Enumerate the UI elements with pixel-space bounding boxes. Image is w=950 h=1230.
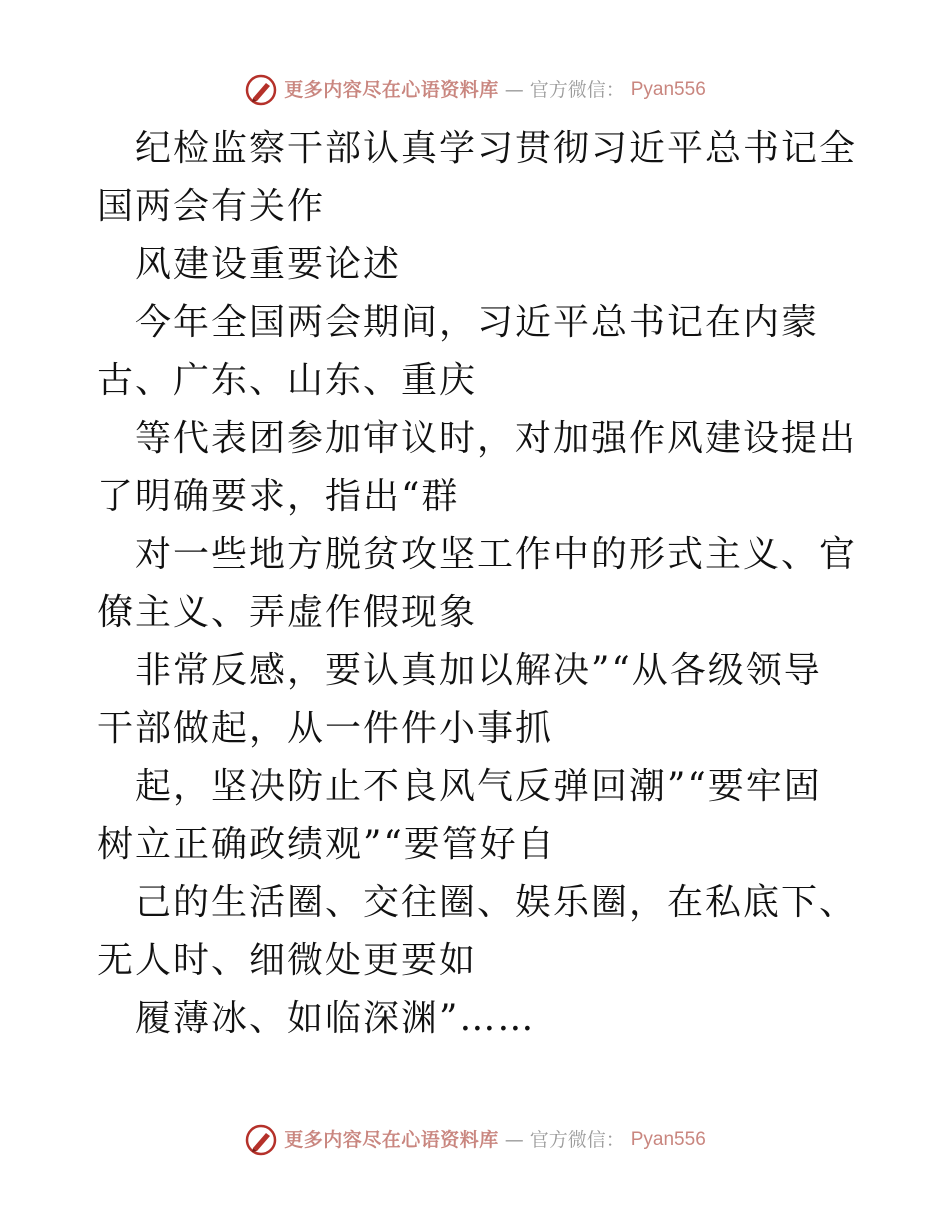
paragraph: 对一些地方脱贫攻坚工作中的形式主义、官僚主义、弄虚作假现象 bbox=[97, 534, 858, 633]
paragraph: 风建设重要论述 bbox=[135, 244, 402, 285]
header-wechat-id: Pyan556 bbox=[630, 79, 706, 100]
paragraph: 己的生活圈、交往圈、娱乐圈，在私底下、无人时、细微处更要如 bbox=[97, 882, 858, 981]
header-banner bbox=[0, 70, 950, 110]
paragraph: 等代表团参加审议时，对加强作风建设提出了明确要求，指出“群 bbox=[97, 418, 858, 517]
footer-dash: — bbox=[504, 1129, 524, 1151]
paragraph: 起，坚决防止不良风气反弹回潮”“要牢固树立正确政绩观”“要管好自 bbox=[97, 766, 822, 865]
paragraph: 履薄冰、如临深渊”…… bbox=[135, 998, 536, 1039]
pen-logo-icon bbox=[244, 73, 278, 107]
paragraph: 今年全国两会期间，习近平总书记在内蒙古、广东、山东、重庆 bbox=[97, 302, 820, 401]
document-body bbox=[97, 120, 857, 1048]
paragraph: 非常反感，要认真加以解决”“从各级领导干部做起，从一件件小事抓 bbox=[97, 650, 822, 749]
footer-brand-text: 更多内容尽在心语资料库 bbox=[284, 1129, 499, 1151]
pen-logo-icon bbox=[244, 1123, 278, 1157]
footer-wechat-label: 官方微信： bbox=[529, 1129, 625, 1151]
paragraph: 纪检监察干部认真学习贯彻习近平总书记全国两会有关作 bbox=[97, 128, 858, 227]
header-dash: — bbox=[504, 79, 524, 101]
footer-banner bbox=[0, 1120, 950, 1160]
header-wechat-label: 官方微信： bbox=[529, 79, 625, 101]
footer-wechat-id: Pyan556 bbox=[630, 1129, 706, 1150]
header-brand-text: 更多内容尽在心语资料库 bbox=[284, 79, 499, 101]
